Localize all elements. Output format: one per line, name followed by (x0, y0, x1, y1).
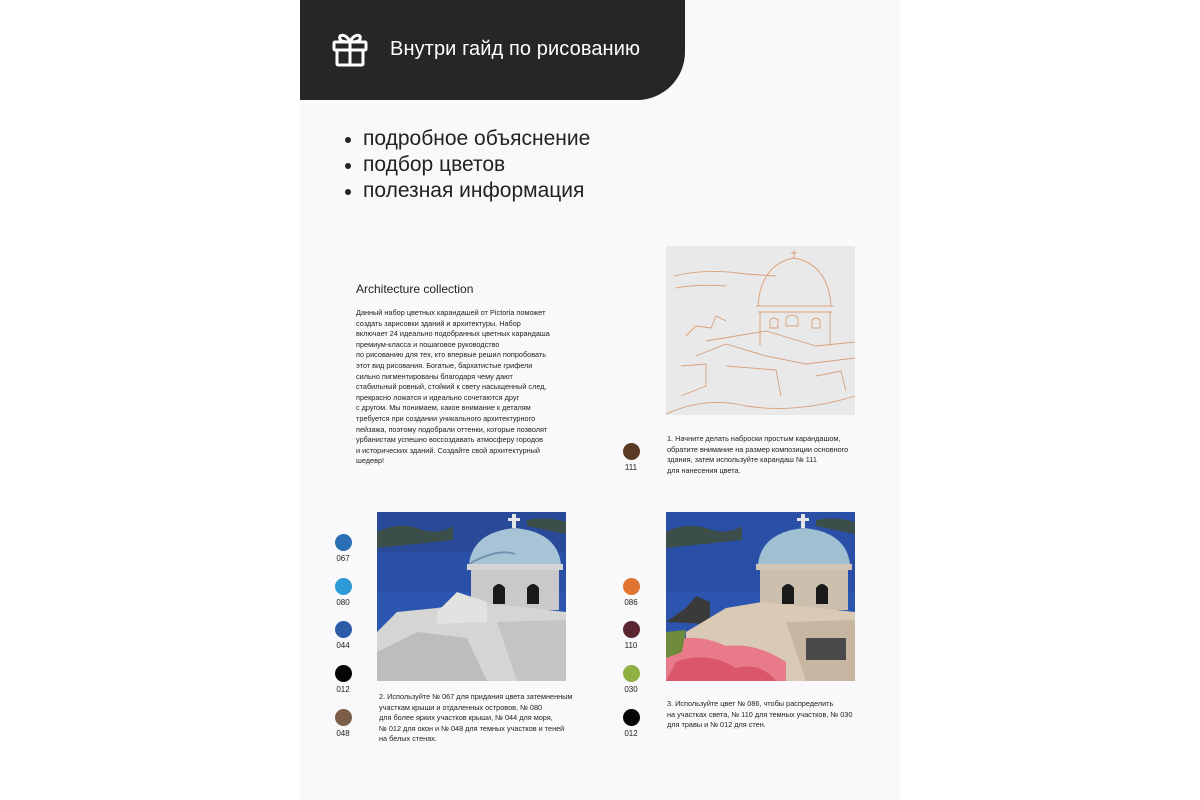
caption-line: для более ярких участков крыши, № 044 для моря, (379, 713, 553, 723)
color-swatch-067 (328, 534, 358, 564)
swatch-dot (623, 709, 640, 726)
caption-line: на участках света, № 110 для темных участков, № 030 (667, 709, 853, 719)
swatch-dot (335, 665, 352, 682)
description-line: этот вид рисования. Богатые, бархатистые грифели (356, 360, 533, 370)
color-swatch-030 (616, 665, 646, 695)
guide-page (300, 0, 900, 800)
caption-line: участкам крыши и отдаленных островов, № 080 (379, 702, 543, 712)
step-3-drawing-image (666, 512, 855, 681)
color-swatch-012 (328, 665, 358, 695)
caption-line: 1. Начните делать наброски простым карандашом, (667, 434, 841, 443)
swatch-dot (623, 578, 640, 595)
swatch-dot (335, 534, 352, 551)
swatch-dot (623, 621, 640, 638)
swatch-code: 044 (336, 641, 350, 650)
gift-icon (330, 29, 370, 69)
description-line: требуется при создании уникального архитектурного (356, 413, 536, 423)
description-line: сильно пигментированы благодаря чему дают (356, 371, 513, 381)
caption-line: для нанесения цвета. (667, 465, 741, 475)
swatch-code: 111 (624, 463, 638, 472)
caption-line: обратите внимание на размер композиции основного (667, 444, 849, 454)
step-2-drawing-image (377, 512, 566, 681)
color-swatch-110 (616, 621, 646, 651)
color-swatch-048 (328, 709, 358, 739)
feature-list (345, 126, 590, 204)
swatch-dot (623, 665, 640, 682)
swatch-dot (623, 443, 640, 460)
swatch-code: 080 (336, 598, 350, 607)
description-line: создать зарисовки зданий и архитектуры. Набор (356, 318, 521, 328)
swatch-dot (335, 709, 352, 726)
description-line: и исторических зданий. Создайте свой архитектурный (356, 445, 540, 455)
description-line: шедевр! (356, 456, 385, 466)
header-title: Внутри гайд по рисованию (390, 38, 641, 60)
caption-line: 3. Используйте цвет № 086, чтобы распределить (667, 699, 834, 708)
swatch-code: 086 (624, 598, 638, 607)
color-swatch-044 (328, 621, 358, 651)
caption-line: 2. Используйте № 067 для придания цвета затемненным (379, 692, 573, 701)
description-line: прекрасно ложатся и идеально сочетаются друг (356, 392, 520, 402)
collection-description (356, 308, 566, 467)
sketch-drawing-image (666, 246, 855, 415)
feature-item: подбор цветов (345, 152, 590, 178)
feature-item: полезная информация (345, 178, 590, 204)
feature-item: подробное объяснение (345, 126, 590, 152)
swatch-code: 110 (624, 641, 638, 650)
description-line: стабильный ровный, стойкий к свету насыщенный след, (356, 382, 547, 392)
color-swatch-086 (616, 578, 646, 608)
header-banner (300, 0, 685, 100)
caption-line: на белых стенах. (379, 734, 437, 744)
step-1-caption (667, 434, 867, 476)
step-2-caption (379, 692, 579, 745)
description-line: премиум-класса и пошаговое руководство (356, 339, 500, 349)
description-line: по рисованию для тех, кто впервые решил попробовать (356, 350, 547, 360)
swatch-code: 012 (624, 729, 638, 738)
swatch-code: 012 (336, 685, 350, 694)
collection-title: Architecture collection (356, 282, 474, 296)
caption-line: для травы и № 012 для стен. (667, 720, 766, 730)
caption-line: здания, затем используйте карандаш № 111 (667, 455, 817, 465)
swatch-code: 030 (624, 685, 638, 694)
description-line: с другом. Мы понимаем, какое внимание к деталям (356, 403, 531, 413)
description-line: урбанистам успешно воссоздавать атмосферу городов (356, 435, 543, 445)
description-line: включает 24 идеально подобранных цветных карандаша (356, 329, 550, 339)
step-3-caption (667, 699, 867, 731)
swatch-code: 067 (336, 554, 350, 563)
color-swatch-012 (616, 709, 646, 739)
swatch-code: 048 (336, 729, 350, 738)
color-swatch-080 (328, 578, 358, 608)
description-line: пейзажа, поэтому подобрали оттенки, которые позволят (356, 424, 548, 434)
swatch-dot (335, 578, 352, 595)
color-swatch-111 (616, 443, 646, 473)
swatch-dot (335, 621, 352, 638)
description-line: Данный набор цветных карандашей от Pictoria поможет (356, 308, 546, 317)
caption-line: № 012 для окон и № 048 для темных участков и теней (379, 723, 565, 733)
